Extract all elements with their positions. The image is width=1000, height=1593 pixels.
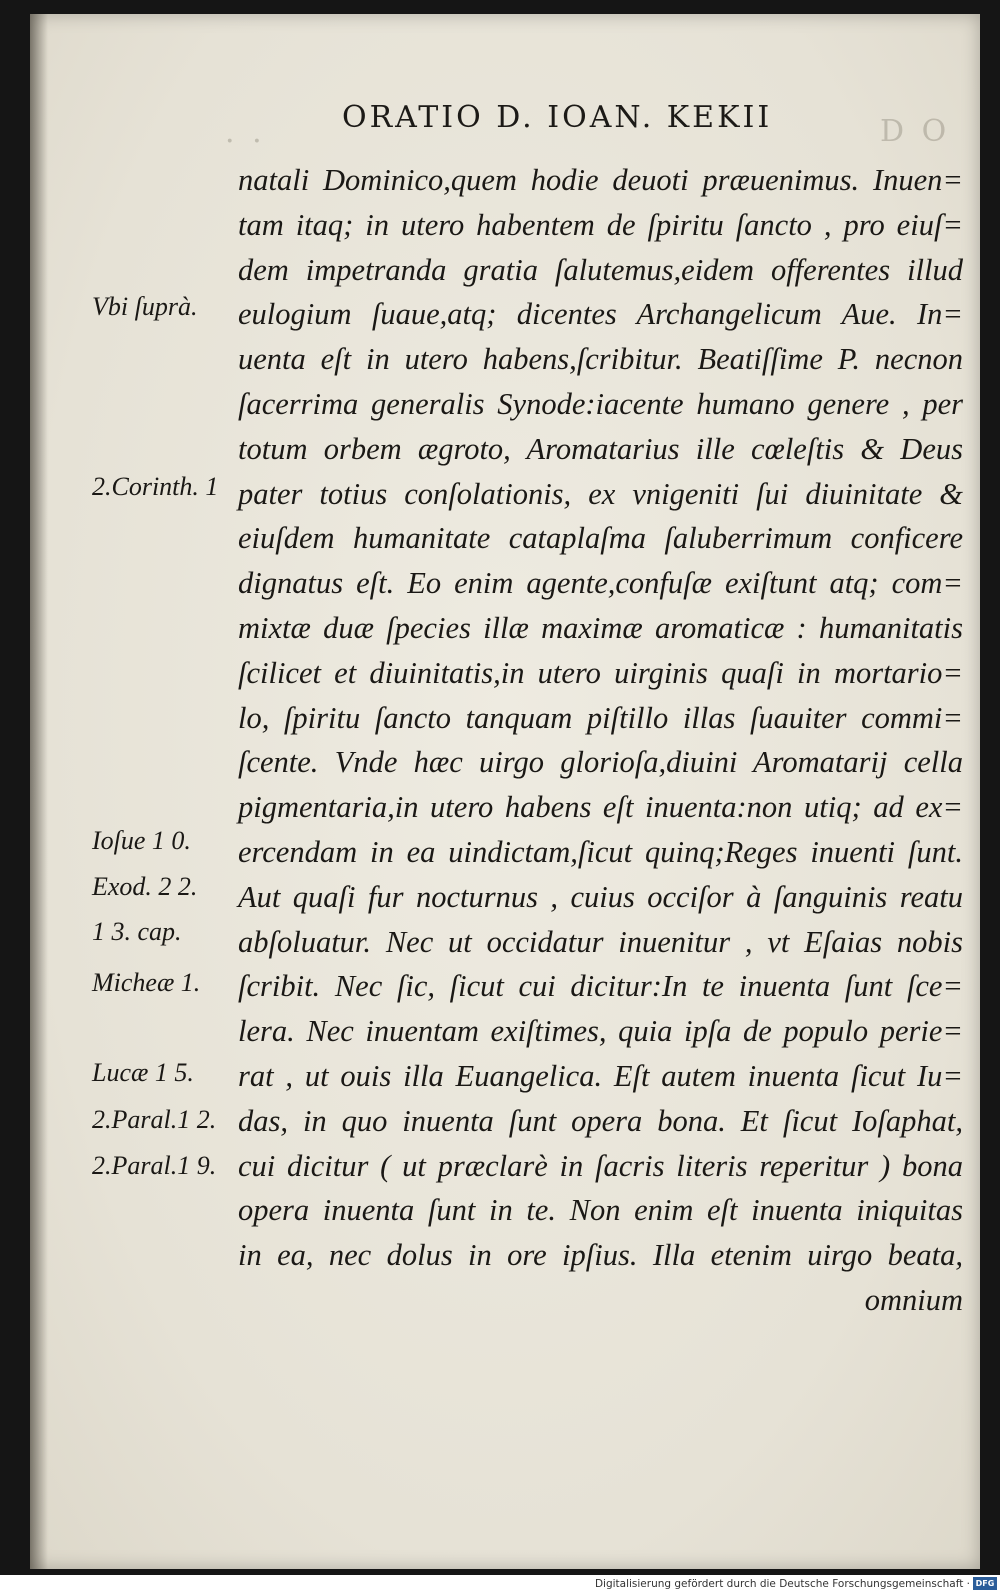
funding-credit: Digitalisierung gefördert durch die Deutsche Forschungsgemeinschaft · xyxy=(594,1578,970,1590)
show-through-right: D O xyxy=(880,114,951,149)
book-page xyxy=(30,14,980,1569)
text-line: pater totius conſolationis, ex vnigeniti ſui diuinitate & xyxy=(238,476,963,511)
text-line: dignatus eſt. Eo enim agente,confuſæ exiſtunt atq; com= xyxy=(238,566,963,601)
text-line: ſcente. Vnde hæc uirgo glorioſa,diuini Aromatarij cella xyxy=(238,745,963,780)
text-line: abſoluatur. Nec ut occidatur inuenitur , vt Eſaias nobis xyxy=(238,924,963,959)
running-head: ORATIO D. IOAN. KEKII xyxy=(342,100,773,135)
margin-note: 2.Paral.1 9. xyxy=(92,1151,217,1180)
text-line: ſcilicet et diuinitatis,in utero uirginis quaſi in mortario= xyxy=(238,655,963,690)
margin-note: Lucæ 1 5. xyxy=(92,1058,194,1087)
margin-note: Ioſue 1 0. xyxy=(92,826,191,855)
gutter-shadow xyxy=(30,14,48,1569)
text-line: in ea, nec dolus in ore ipſius. Illa etenim uirgo beata, xyxy=(238,1238,963,1273)
text-line: lo, ſpiritu ſancto tanquam piſtillo illas ſuauiter commi= xyxy=(238,700,963,735)
text-line: rat , ut ouis illa Euangelica. Eſt autem inuenta ſicut Iu= xyxy=(238,1058,963,1093)
text-line: totum orbem ægroto, Aromatarius ille cœleſtis & Deus xyxy=(238,431,963,466)
text-line: ercendam in ea uindictam,ſicut quinq;Reges inuenti ſunt. xyxy=(238,834,963,869)
margin-note: 2.Corinth. 1 xyxy=(92,472,219,501)
text-line: das, in quo inuenta ſunt opera bona. Et ſicut Ioſaphat, xyxy=(238,1103,963,1138)
margin-note: 1 3. cap. xyxy=(92,917,182,946)
margin-note: Vbi ſuprà. xyxy=(92,292,198,321)
text-line: eulogium ſuaue,atq; dicentes Archangelicum Aue. In= xyxy=(238,297,963,332)
text-line: Aut quaſi fur nocturnus , cuius occiſor à ſanguinis reatu xyxy=(238,879,963,914)
text-line: lera. Nec inuentam exiſtimes, quia ipſa de populo perie= xyxy=(238,1014,963,1049)
dfg-logo: DFG xyxy=(973,1577,997,1590)
margin-note: Micheæ 1. xyxy=(92,968,201,997)
margin-note: 2.Paral.1 2. xyxy=(92,1105,217,1134)
text-line: pigmentaria,in utero habens eſt inuenta:non utiq; ad ex= xyxy=(238,790,963,825)
text-line: eiuſdem humanitate cataplaſma ſaluberrimum conficere xyxy=(238,521,963,556)
text-line: ſacerrima generalis Synode:iacente humano genere , per xyxy=(238,386,963,421)
show-through-left: · · xyxy=(225,124,266,159)
text-line: uenta eſt in utero habens,ſcribitur. Beatiſſime P. necnon xyxy=(238,342,963,377)
text-line: opera inuenta ſunt in te. Non enim eſt inuenta iniquitas xyxy=(238,1193,963,1228)
footer-bar xyxy=(0,1575,1000,1593)
text-line: dem impetranda gratia ſalutemus,eidem offerentes illud xyxy=(238,252,963,287)
text-line: tam itaq; in utero habentem de ſpiritu ſancto , pro eiuſ= xyxy=(238,207,963,242)
text-line: cui dicitur ( ut præclarè in ſacris literis reperitur ) bona xyxy=(238,1148,963,1183)
text-line: natali Dominico,quem hodie deuoti præuenimus. Inuen= xyxy=(238,163,963,197)
margin-note: Exod. 2 2. xyxy=(92,872,198,901)
body-text xyxy=(238,158,963,1323)
text-line: mixtæ duæ ſpecies illæ maximæ aromaticæ : humanitatis xyxy=(238,610,963,645)
text-line: ſcribit. Nec ſic, ſicut cui dicitur:In te inuenta ſunt ſce= xyxy=(238,969,963,1004)
catchword: omnium xyxy=(864,1282,963,1317)
margin-notes xyxy=(60,14,235,1569)
